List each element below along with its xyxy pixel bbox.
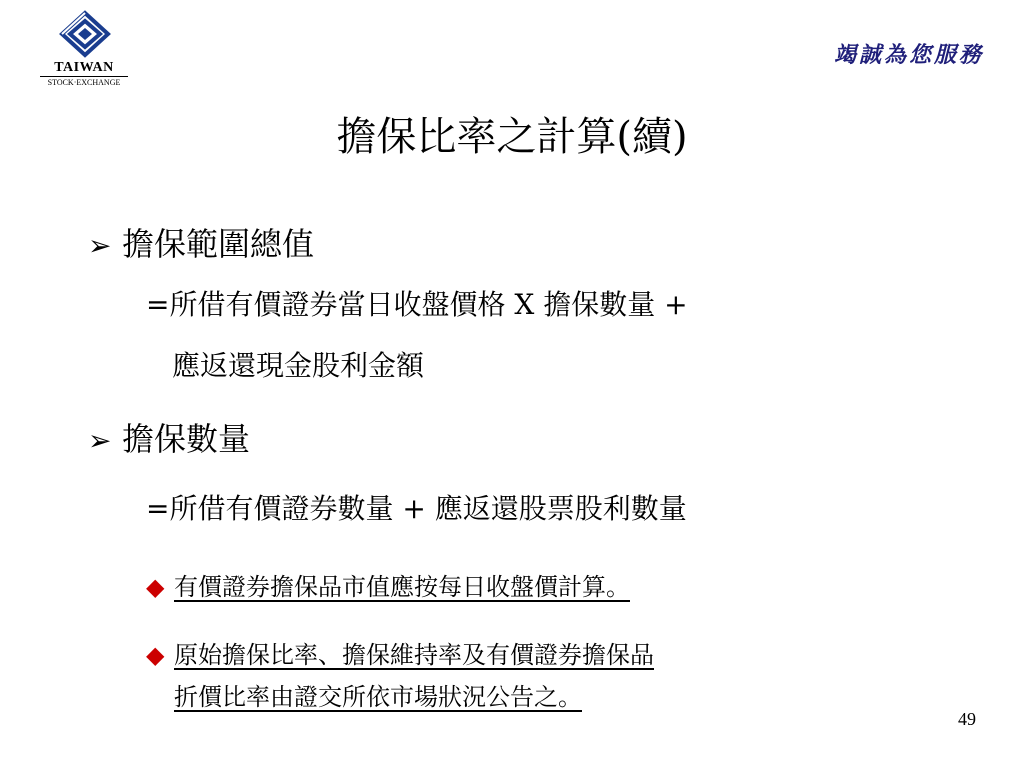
- logo-subtitle: STOCK·EXCHANGE: [40, 76, 128, 88]
- formula-line-2: 應返還現金股利金額: [172, 349, 425, 382]
- note-1: [146, 570, 630, 604]
- section-heading-text: 擔保數量: [122, 420, 251, 458]
- note-text: 有價證券擔保品市值應按每日收盤價計算。: [174, 573, 630, 601]
- section-heading-text: 擔保範圍總值: [122, 225, 315, 263]
- note-2: [146, 638, 654, 672]
- arrow-bullet-icon: ➢: [88, 229, 112, 262]
- page-number: 49: [958, 709, 976, 729]
- note-2-continuation: 折價比率由證交所依市場狀況公告之。: [174, 683, 582, 711]
- twse-logo-icon: [59, 10, 111, 58]
- note-text: 原始擔保比率、擔保維持率及有價證券擔保品: [174, 641, 654, 669]
- formula-line-1: =所借有價證券當日收盤價格 X 擔保數量 +: [146, 288, 688, 321]
- diamond-bullet-icon: ◆: [146, 573, 165, 601]
- slide-title: 擔保比率之計算(續): [336, 114, 688, 160]
- formula-line-3: =所借有價證券數量 + 應返還股票股利數量: [146, 492, 687, 525]
- section-heading-2: [88, 419, 250, 461]
- twse-logo: [40, 10, 130, 92]
- section-heading-1: [88, 224, 314, 266]
- logo-name: TAIWAN: [54, 60, 114, 75]
- tagline: 竭誠為您服務: [833, 42, 984, 68]
- diamond-bullet-icon: ◆: [146, 641, 165, 669]
- arrow-bullet-icon: ➢: [88, 424, 112, 457]
